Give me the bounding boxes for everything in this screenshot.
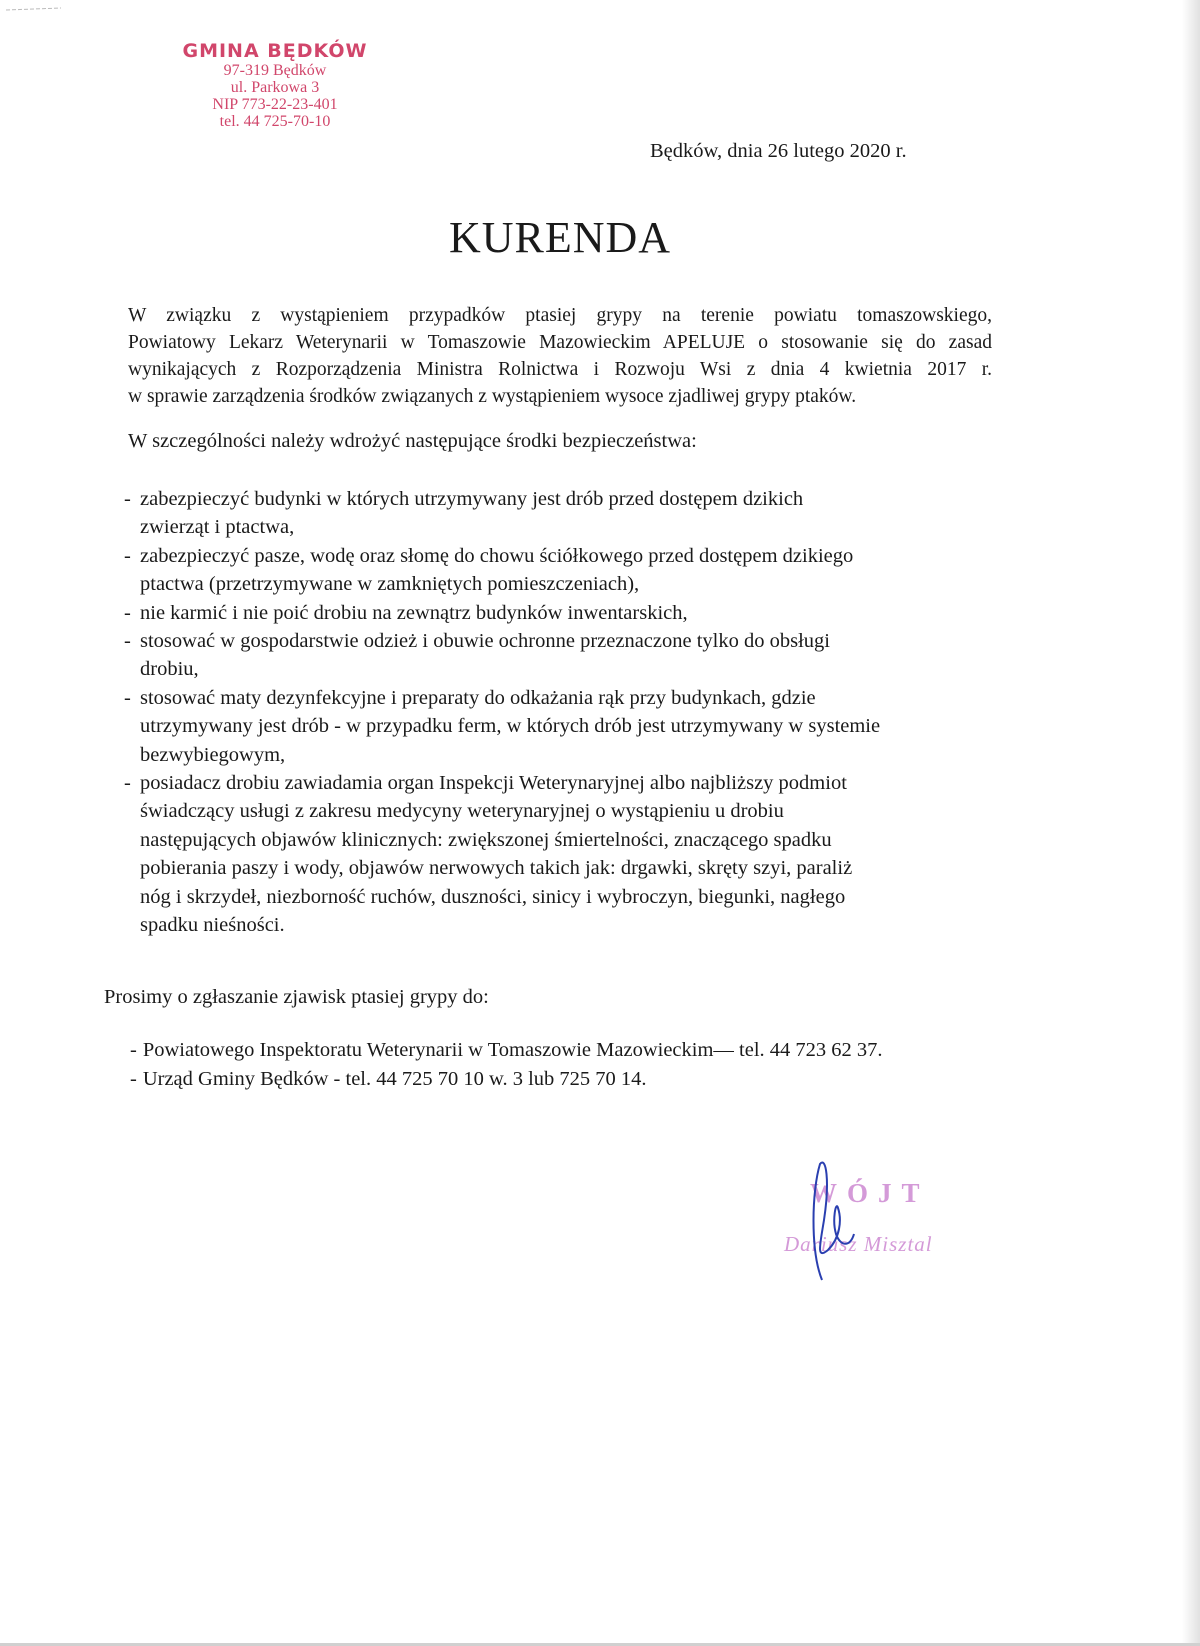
signature-name: Dariusz Misztal xyxy=(784,1232,933,1256)
report-intro: Prosimy o zgłaszanie zjawisk ptasiej grypy do: xyxy=(104,986,489,1008)
stamp-street: ul. Parkowa 3 xyxy=(230,79,320,96)
intro-paragraph xyxy=(128,302,992,410)
intro-line: Powiatowy Lekarz Weterynarii w Tomaszowie Mazowieckim APELUJE o stosowanie się do zasad xyxy=(128,332,992,353)
list-item-line: utrzymywany jest drób - w przypadku ferm, w których drób jest utrzymywany w systemie xyxy=(140,715,881,738)
measures-list xyxy=(124,485,984,940)
list-item-line: zabezpieczyć budynki w których utrzymywany jest drób przed dostępem dzikich xyxy=(140,488,804,510)
handwritten-signature xyxy=(780,1160,980,1290)
document-date: Będków, dnia 26 lutego 2020 r. xyxy=(650,140,907,162)
list-item: - posiadacz drobiu zawiadamia organ Inspekcji Weterynaryjnej albo najbliższy podmiot świadczący usługi z zakresu medycyny weterynaryjnej o wystąpieniu u drobiu następujących objawów klinicznych: zwiększonej śmiertelności, znaczącego spadku pobierania paszy i wody, objawów nerwowych takich jak: drgawki, skręty szyi, paraliż nóg i skrzydeł, niezborność ruchów, duszności, sinicy i wybroczyn, biegunki, nagłego spadku nieśności. xyxy=(124,769,984,939)
document-title: KURENDA xyxy=(448,213,672,262)
list-item-line: świadczący usługi z zakresu medycyny weterynaryjnej o wystąpieniu u drobiu xyxy=(140,800,784,823)
list-item-line: nóg i skrzydeł, niezborność ruchów, duszności, sinicy i wybroczyn, biegunki, nagłego xyxy=(140,885,846,908)
list-item: - zabezpieczyć budynki w których utrzymywany jest drób przed dostępem dzikich zwierząt i ptactwa, xyxy=(124,485,984,542)
list-item-line: pobierania paszy i wody, objawów nerwowych takich jak: drgawki, skręty szyi, paraliż xyxy=(140,857,853,880)
contacts-list xyxy=(130,1036,1030,1094)
list-item-line: następujących objawów klinicznych: zwiększonej śmiertelności, znaczącego spadku xyxy=(140,828,832,851)
signature-title: WÓJT xyxy=(810,1178,930,1208)
scan-artifact-mark xyxy=(6,6,66,12)
stamp-name: GMINA BĘDKÓW xyxy=(182,40,368,62)
list-item-line: nie karmić i nie poić drobiu na zewnątrz budynków inwentarskich, xyxy=(140,601,688,624)
stamp-nip: NIP 773-22-23-401 xyxy=(212,96,338,113)
list-item: - stosować maty dezynfekcyjne i preparaty do odkażania rąk przy budynkach, gdzie utrzymywany jest drób - w przypadku ferm, w których drób jest utrzymywany w systemie bezwybiegowym, xyxy=(124,684,984,769)
list-item-line: posiadacz drobiu zawiadamia organ Inspekcji Weterynaryjnej albo najbliższy podmiot xyxy=(140,772,847,795)
list-item-line: stosować w gospodarstwie odzież i obuwie ochronne przeznaczone tylko do obsługi xyxy=(140,630,830,653)
contact-text: Urząd Gminy Będków - tel. 44 725 70 10 w. 3 lub 725 70 14. xyxy=(142,1068,647,1090)
contact-text: Powiatowego Inspektoratu Weterynarii w Tomaszowie Mazowieckim— tel. 44 723 62 37. xyxy=(142,1039,883,1061)
list-item-line: bezwybiegowym, xyxy=(140,743,286,766)
scan-edge-shadow xyxy=(1182,0,1200,1646)
contact-item: - Urząd Gminy Będków - tel. 44 725 70 10 w. 3 lub 725 70 14. xyxy=(130,1068,647,1090)
list-item: - zabezpieczyć pasze, wodę oraz słomę do chowu ściółkowego przed dostępem dzikiego ptactwa (przetrzymywane w zamkniętych pomieszczeniach), xyxy=(124,542,984,599)
intro-line: W związku z wystąpieniem przypadków ptasiej grypy na terenie powiatu tomaszowskiego, xyxy=(128,305,992,326)
list-item-line: zwierząt i ptactwa, xyxy=(140,516,295,539)
list-item: - nie karmić i nie poić drobiu na zewnątrz budynków inwentarskich, xyxy=(124,599,984,627)
signature-stamp xyxy=(780,1160,980,1290)
stamp-postal: 97-319 Będków xyxy=(223,62,327,79)
measures-intro: W szczególności należy wdrożyć następujące środki bezpieczeństwa: xyxy=(128,430,697,452)
contact-item: - Powiatowego Inspektoratu Weterynarii w Tomaszowie Mazowieckim— tel. 44 723 62 37. xyxy=(130,1039,883,1061)
list-item-line: spadku nieśności. xyxy=(140,914,285,937)
list-item: - stosować w gospodarstwie odzież i obuwie ochronne przeznaczone tylko do obsługi drobiu, xyxy=(124,627,984,684)
intro-line: w sprawie zarządzenia środków związanych z wystąpieniem wysoce zjadliwej grypy ptaków. xyxy=(128,386,857,407)
municipality-stamp xyxy=(150,40,400,130)
intro-line: wynikających z Rozporządzenia Ministra Rolnictwa i Rozwoju Wsi z dnia 4 kwietnia 2017 r. xyxy=(128,359,992,380)
list-item-line: ptactwa (przetrzymywane w zamkniętych pomieszczeniach), xyxy=(140,573,640,596)
stamp-phone: tel. 44 725-70-10 xyxy=(219,113,331,130)
list-item-line: stosować maty dezynfekcyjne i preparaty do odkażania rąk przy budynkach, gdzie xyxy=(140,686,816,709)
list-item-line: zabezpieczyć pasze, wodę oraz słomę do chowu ściółkowego przed dostępem dzikiego xyxy=(140,544,854,567)
list-item-line: drobiu, xyxy=(140,658,199,681)
